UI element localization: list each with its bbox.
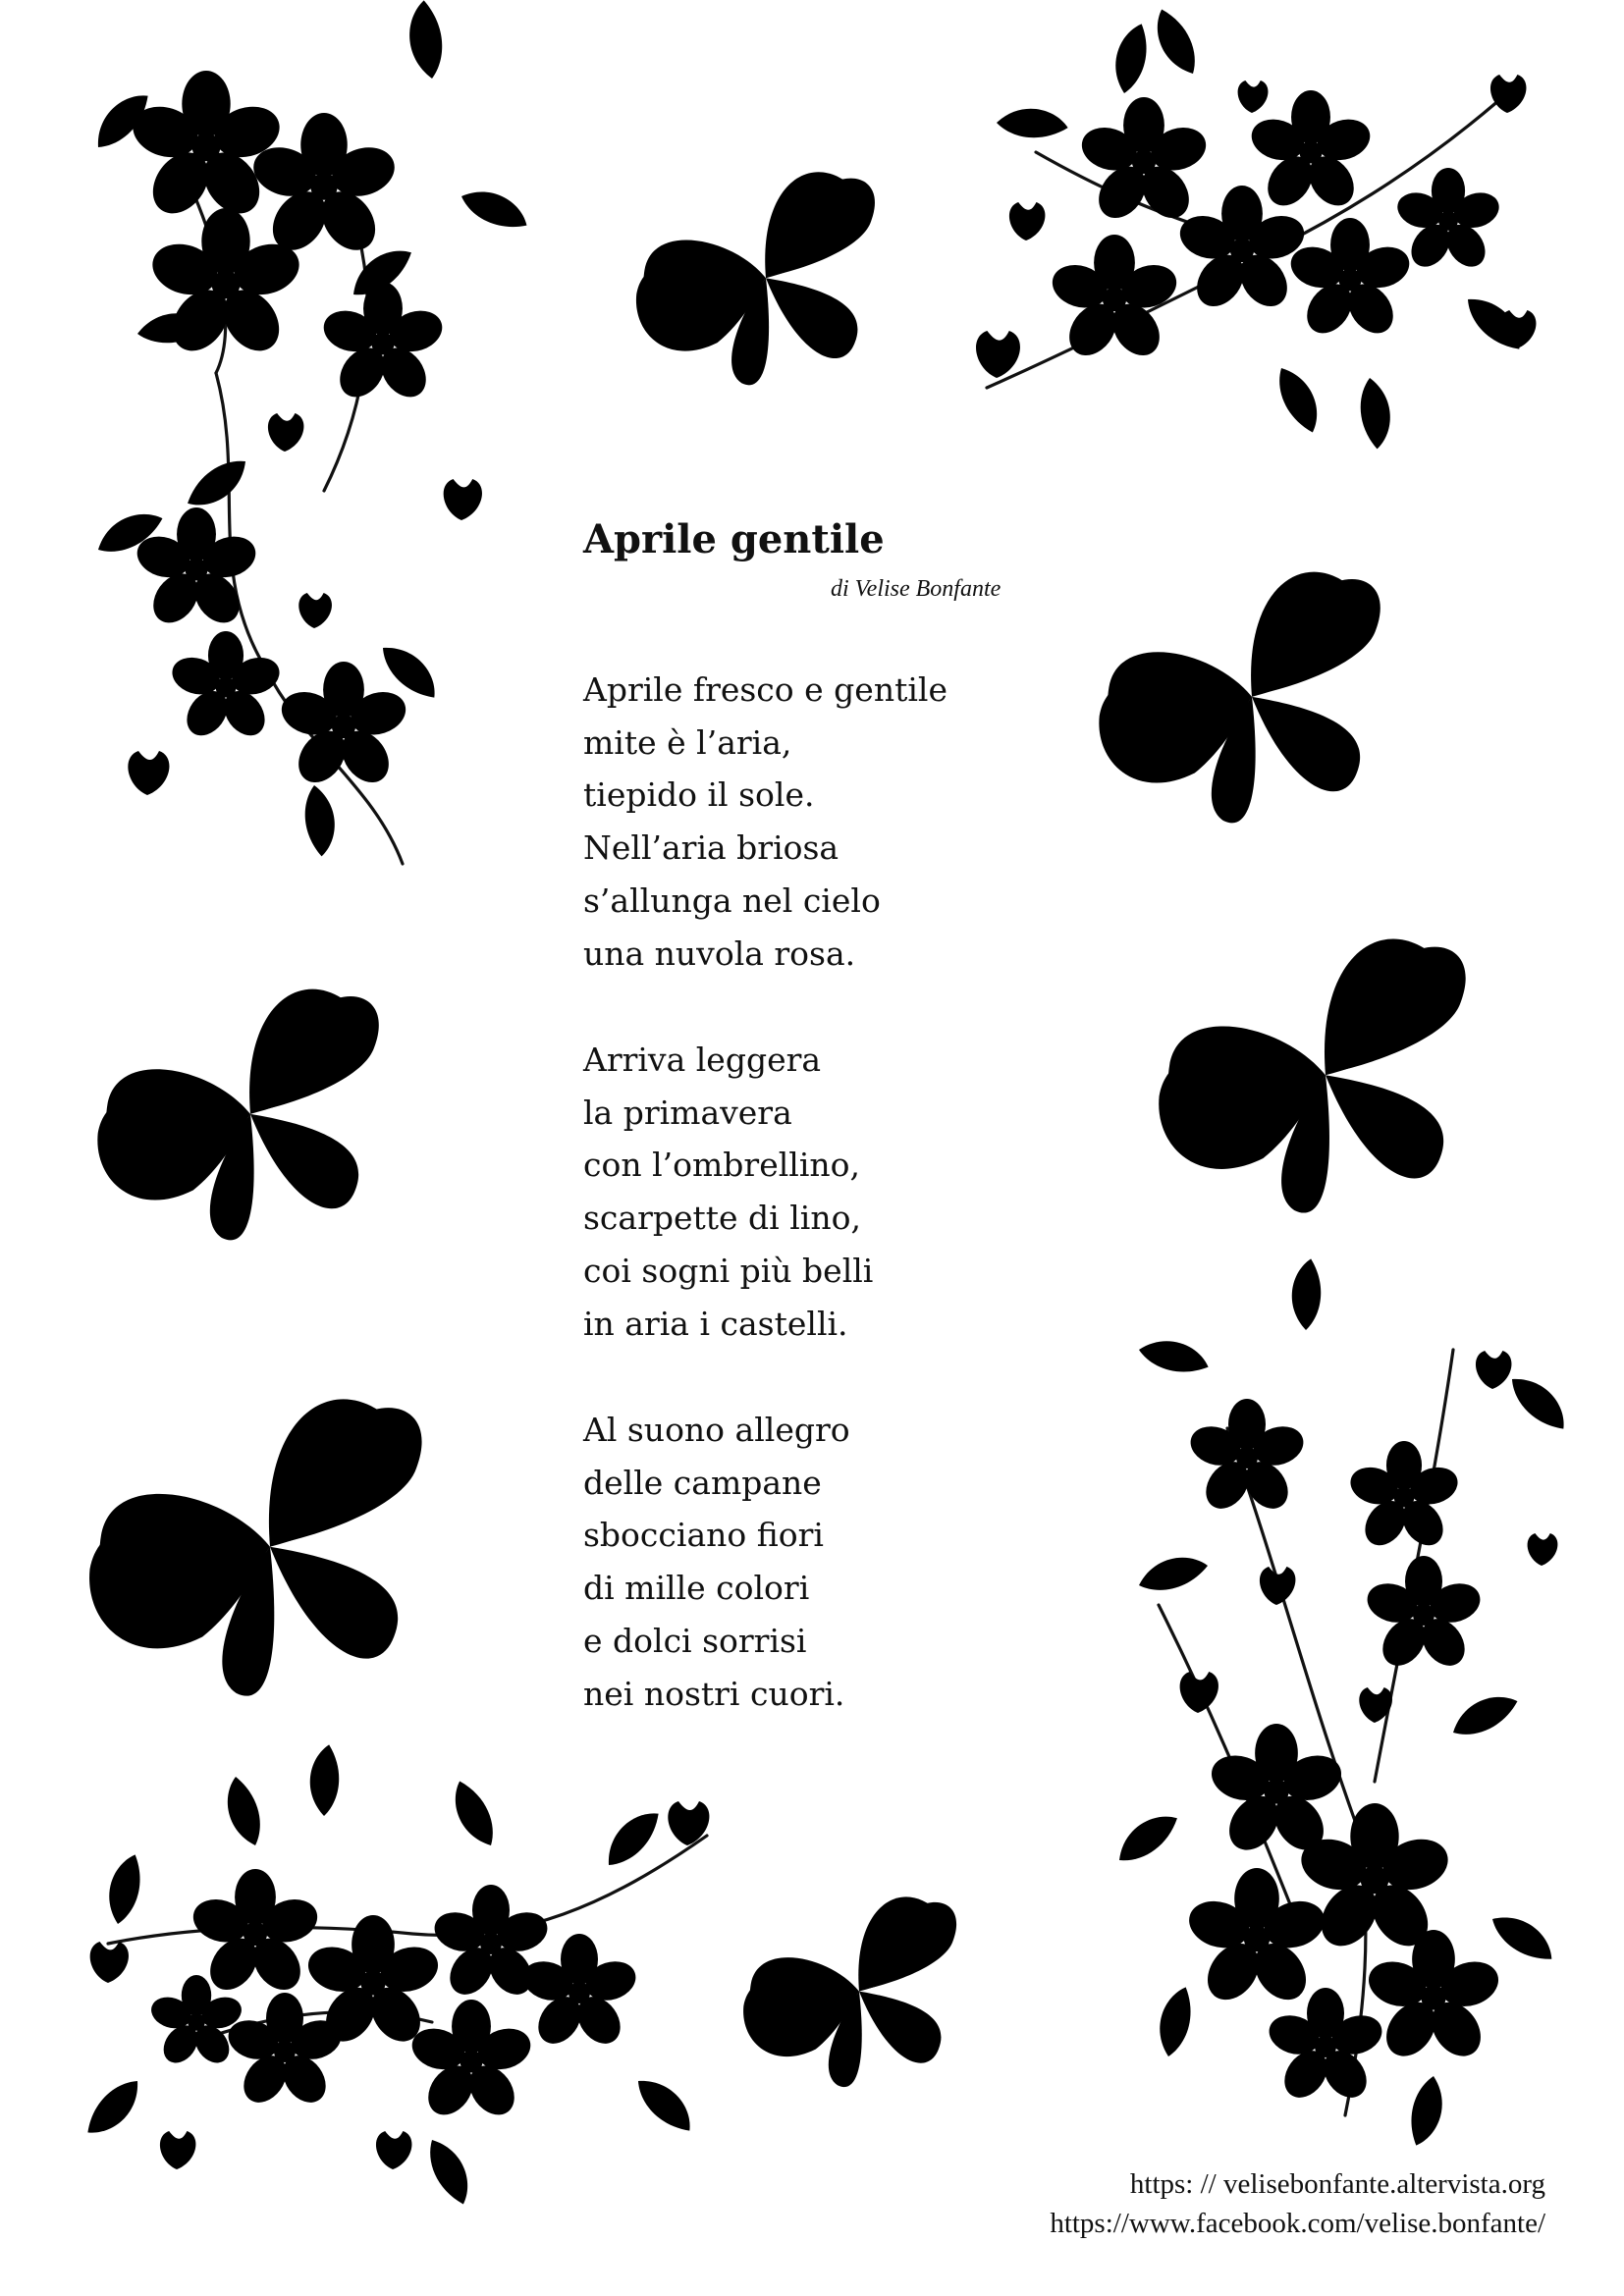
poem-title: Aprile gentile: [583, 516, 885, 562]
footer: [1050, 2164, 1545, 2243]
poem-line: mite è l’aria,: [583, 722, 792, 762]
poem-stanza: [583, 1404, 850, 1720]
flower-cluster-illustration: [79, 1787, 736, 2179]
poem-line: coi sogni più belli: [583, 1251, 874, 1290]
blog-url-link[interactable]: https: // velisebonfante.altervista.org: [1129, 2168, 1545, 2200]
poem-line: Nell’aria briosa: [583, 828, 839, 868]
flower-cluster-illustration: [1080, 1310, 1561, 2145]
poem-line: e dolci sorrisi: [583, 1621, 807, 1660]
poem-line: tiepido il sole.: [583, 775, 815, 815]
facebook-url-link[interactable]: https://www.facebook.com/velise.bonfante/: [1050, 2208, 1545, 2239]
poem-line: la primavera: [583, 1093, 792, 1132]
butterfly-illustration: [736, 1865, 982, 2110]
butterfly-illustration: [628, 142, 903, 398]
poem-line: una nuvola rosa.: [583, 934, 856, 973]
poem-line: con l’ombrellino,: [583, 1146, 860, 1185]
poem-line: in aria i castelli.: [583, 1304, 848, 1343]
poem-line: scarpette di lino,: [583, 1199, 861, 1238]
poem-stanza: [583, 1034, 873, 1350]
butterfly-illustration: [1149, 883, 1502, 1256]
flower-cluster-illustration: [957, 54, 1546, 456]
poem-stanza: [583, 664, 947, 980]
poem-line: Al suono allegro: [583, 1411, 850, 1449]
butterfly-illustration: [1090, 525, 1414, 859]
flower-cluster-illustration: [59, 39, 530, 883]
poem-line: s’allunga nel cielo: [583, 881, 881, 920]
poem-line: di mille colori: [583, 1569, 810, 1608]
butterfly-illustration: [79, 1345, 461, 1737]
poem-line: delle campane: [583, 1463, 822, 1502]
poem-line: sbocciano fiori: [583, 1516, 824, 1555]
butterfly-illustration: [88, 947, 412, 1271]
poem-line: nei nostri cuori.: [583, 1674, 845, 1713]
poem-line: Aprile fresco e gentile: [583, 670, 947, 709]
poem-line: Arriva leggera: [583, 1041, 822, 1079]
poem-author: di Velise Bonfante: [831, 576, 1001, 602]
